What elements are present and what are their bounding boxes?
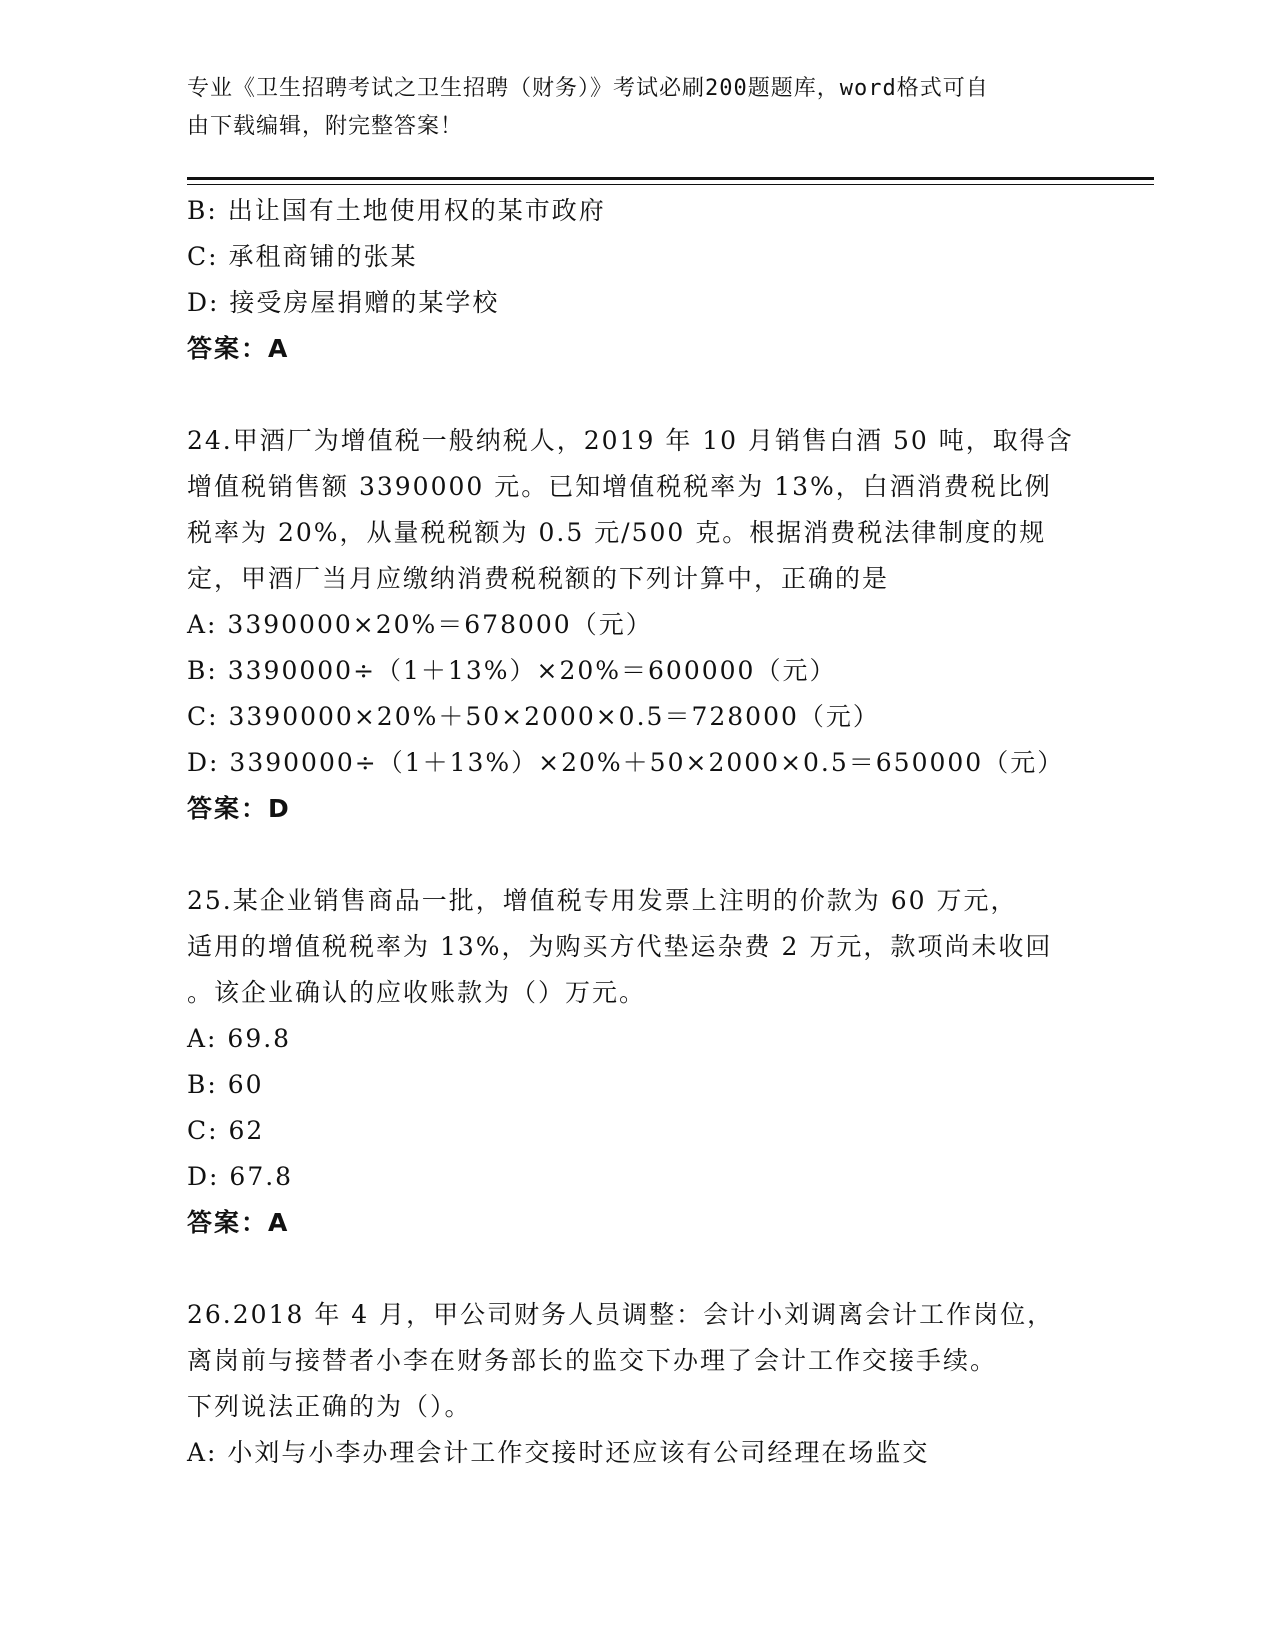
question-stem-line: 定，甲酒厂当月应缴纳消费税税额的下列计算中，正确的是 bbox=[187, 564, 890, 593]
question-stem-line: 离岗前与接替者小李在财务部长的监交下办理了会计工作交接手续。 bbox=[187, 1346, 998, 1375]
option-a: A: 3390000×20%＝678000（元） bbox=[187, 610, 653, 639]
option-d: D: 接受房屋捐赠的某学校 bbox=[187, 288, 500, 317]
answer: 答案：A bbox=[187, 334, 290, 363]
question-stem-line: 税率为 20%，从量税税额为 0.5 元/500 克。根据消费税法律制度的规 bbox=[187, 518, 1047, 547]
spacer bbox=[187, 832, 1077, 878]
option-c: C: 承租商铺的张某 bbox=[187, 242, 418, 271]
option-a: A: 小刘与小李办理会计工作交接时还应该有公司经理在场监交 bbox=[187, 1438, 930, 1467]
option-b: B: 60 bbox=[187, 1070, 264, 1099]
header-divider-thick bbox=[187, 177, 1154, 180]
question-stem-line: 。该企业确认的应收账款为（）万元。 bbox=[187, 978, 647, 1007]
option-b: B: 出让国有土地使用权的某市政府 bbox=[187, 196, 606, 225]
question-26 bbox=[187, 1292, 1077, 1476]
option-c: C: 62 bbox=[187, 1116, 265, 1145]
spacer bbox=[187, 372, 1077, 418]
question-stem-line: 增值税销售额 3390000 元。已知增值税税率为 13%，白酒消费税比例 bbox=[187, 472, 1052, 501]
question-stem-line: 25.某企业销售商品一批，增值税专用发票上注明的价款为 60 万元， bbox=[187, 886, 1018, 915]
header-line-1: 专业《卫生招聘考试之卫生招聘（财务）》考试必刷200题题库，word格式可自 bbox=[187, 76, 989, 101]
answer: 答案：A bbox=[187, 1208, 290, 1237]
question-stem-line: 下列说法正确的为（）。 bbox=[187, 1392, 472, 1421]
question-25 bbox=[187, 878, 1077, 1246]
header-divider-thin bbox=[187, 184, 1154, 185]
spacer bbox=[187, 1246, 1077, 1292]
prev-question bbox=[187, 188, 1077, 372]
option-c: C: 3390000×20%＋50×2000×0.5＝728000（元） bbox=[187, 702, 880, 731]
question-stem-line: 26.2018 年 4 月，甲公司财务人员调整：会计小刘调离会计工作岗位， bbox=[187, 1300, 1055, 1329]
document-header bbox=[187, 70, 1067, 146]
question-stem-line: 适用的增值税税率为 13%，为购买方代垫运杂费 2 万元，款项尚未收回 bbox=[187, 932, 1053, 961]
option-b: B: 3390000÷（1＋13%）×20%＝600000（元） bbox=[187, 656, 837, 685]
option-a: A: 69.8 bbox=[187, 1024, 292, 1053]
question-content bbox=[187, 188, 1077, 1476]
option-d: D: 3390000÷（1＋13%）×20%＋50×2000×0.5＝650000（元） bbox=[187, 748, 1065, 777]
option-d: D: 67.8 bbox=[187, 1162, 294, 1191]
answer: 答案：D bbox=[187, 794, 291, 823]
header-line-2: 由下载编辑，附完整答案！ bbox=[187, 114, 464, 139]
question-24 bbox=[187, 418, 1077, 832]
question-stem-line: 24.甲酒厂为增值税一般纳税人，2019 年 10 月销售白酒 50 吨，取得含 bbox=[187, 426, 1074, 455]
